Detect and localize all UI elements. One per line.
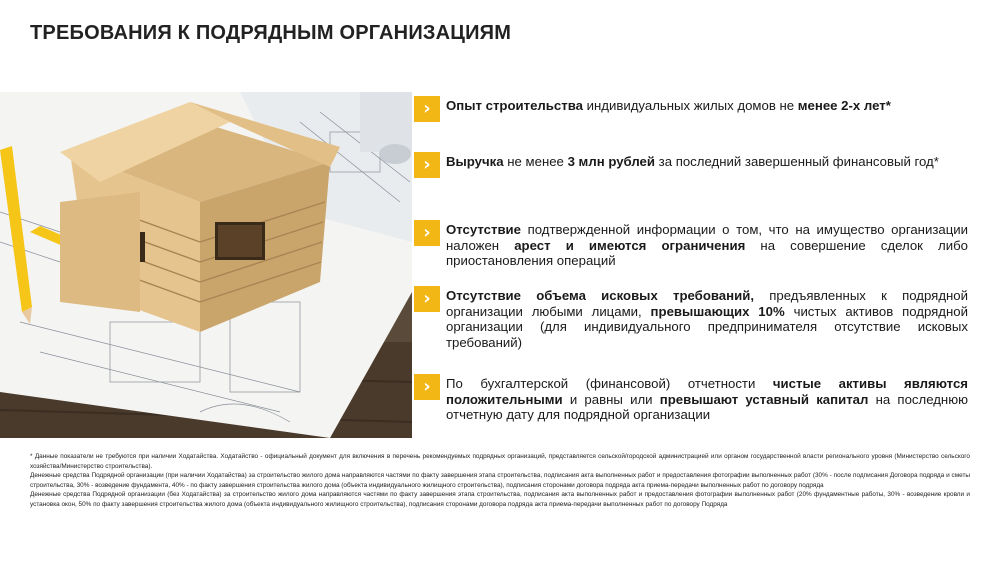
requirement-text: Выручка не менее 3 млн рублей за последний завершенный финансовый год* (446, 154, 939, 169)
page-title: ТРЕБОВАНИЯ К ПОДРЯДНЫМ ОРГАНИЗАЦИЯМ (30, 22, 512, 44)
requirement-text: Опыт строительства индивидуальных жилых домов не менее 2-х лет* (446, 98, 891, 113)
footnote (30, 452, 970, 510)
chevron-right-icon: › (414, 220, 440, 246)
footnote-paragraph: Денежные средства Подрядной организации (без Ходатайства) за строительство жилого дома направляются частями по факту завершения этапа строительства, подписания акта выполненных работ и предоставления фотографии выполненных работ (20% фундаментные работы, 30% - возведение кровли и установка окон, 50% по факту завершения строительства жилого дома (объекта индивидуального жилищного строительства), подписания сторонами договора подряда акта приема-передачи выполненных работ по договору Подряда (30, 491, 970, 508)
requirement-text: По бухгалтерской (финансовой) отчетности чистые активы являются положительными и равны или превышают уставный капитал на последнюю отчетную дату для подрядной организации (446, 376, 969, 422)
requirements-list (412, 92, 972, 438)
chevron-right-icon: › (414, 374, 440, 400)
chevron-right-icon: › (414, 286, 440, 312)
requirement-text: Отсутствие объема исковых требований, предъявленных к подрядной организации любыми лицами, превышающих 10% чистых активов подрядной организации (для индивидуального предпринимателя отсутствие исковых требований) (446, 288, 968, 350)
chevron-right-icon: › (414, 96, 440, 122)
requirement-text: Отсутствие подтвержденной информации о том, что на имущество организации наложен арест и имеются ограничения на совершение сделок либо приостановления операций (446, 222, 969, 268)
footnote-paragraph: Денежные средства Подрядной организации (при наличии Ходатайства) за строительство жилого дома направляются частями по факту завершения этапа строительства, подписания акта выполненных работ и предоставления фотографии выполненных работ (30% - после подписания Договора подряда и сметы строительства, 30% - возведение фундамента, 40% - по факту завершения строительства жилого дома (объекта индивидуального жилищного строительства), подписания сторонами договора подряда акта приема-передачи выполненных работ по договору подряда (30, 472, 970, 489)
chevron-right-icon: › (414, 152, 440, 178)
footnote-paragraph: * Данные показатели не требуются при наличии Ходатайства. Ходатайство - официальный документ для включения в перечень рекомендуемых подрядных организаций, представляется сельской/городской администрацией или органом государственной власти регионального уровня (Министерство сельского хозяйства/Министерство строительства). (30, 453, 970, 470)
house-model-photo (0, 92, 412, 438)
